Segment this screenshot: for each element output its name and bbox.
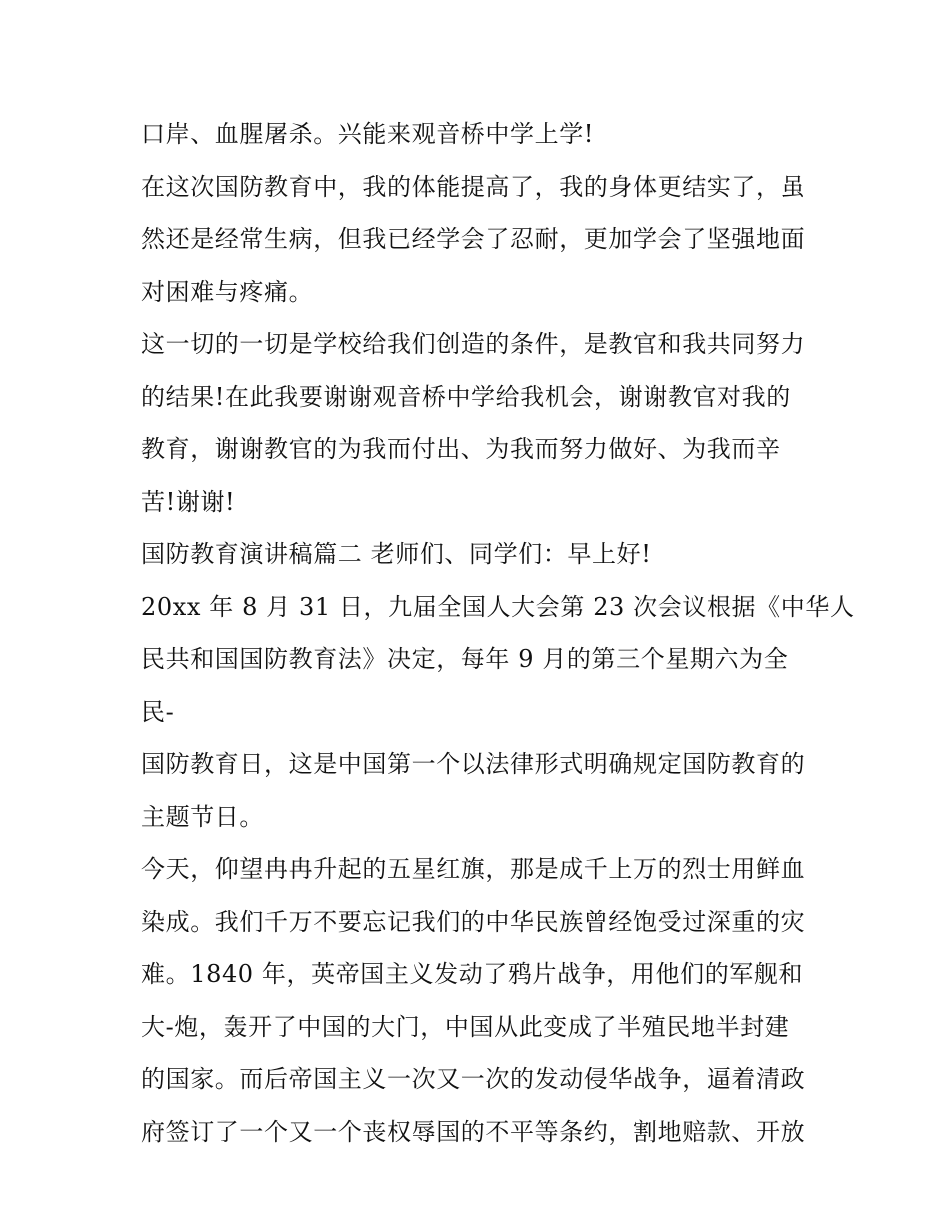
text-line: 染成。我们千万不要忘记我们的中华民族曾经饱受过深重的灾 — [141, 907, 806, 936]
text-line: 主题节日。 — [141, 802, 264, 831]
text-line: 然还是经常生病，但我已经学会了忍耐，更加学会了坚强地面 — [141, 225, 806, 253]
text-line: 苦!谢谢! — [141, 487, 236, 516]
text-line: 的结果!在此我要谢谢观音桥中学给我机会，谢谢教官对我的 — [141, 382, 791, 411]
text-line: 府签订了一个又一个丧权辱国的不平等条约，割地赔款、开放 — [141, 1117, 806, 1146]
section-heading-line: 国防教育演讲稿篇二 老师们、同学们：早上好! — [141, 540, 652, 568]
text-line: 今天，仰望冉冉升起的五星红旗，那是成千上万的烈士用鲜血 — [141, 855, 806, 883]
text-line: 口岸、血腥屠杀。兴能来观音桥中学上学! — [141, 120, 595, 148]
text-line: 教育，谢谢教官的为我而付出、为我而努力做好、为我而辛 — [141, 435, 781, 463]
text-line: 20xx 年 8 月 31 日，九届全国人大会第 23 次会议根据《中华人 — [141, 592, 855, 621]
text-line: 在这次国防教育中，我的体能提高了，我的身体更结实了，虽 — [141, 172, 806, 201]
text-line: 的国家。而后帝国主义一次又一次的发动侵华战争，逼着清政 — [141, 1065, 806, 1093]
text-line: 民- — [141, 697, 175, 726]
text-line: 大-炮，轰开了中国的大门，中国从此变成了半殖民地半封建 — [141, 1012, 790, 1041]
text-line: 民共和国国防教育法》决定，每年 9 月的第三个星期六为全 — [141, 645, 789, 673]
text-line: 国防教育日，这是中国第一个以法律形式明确规定国防教育的 — [141, 750, 806, 778]
text-line: 这一切的一切是学校给我们创造的条件，是教官和我共同努力 — [141, 330, 806, 358]
text-line: 难。1840 年，英帝国主义发动了鸦片战争，用他们的军舰和 — [141, 960, 804, 988]
body-text — [141, 108, 855, 1158]
text-line: 对困难与疼痛。 — [141, 277, 314, 306]
